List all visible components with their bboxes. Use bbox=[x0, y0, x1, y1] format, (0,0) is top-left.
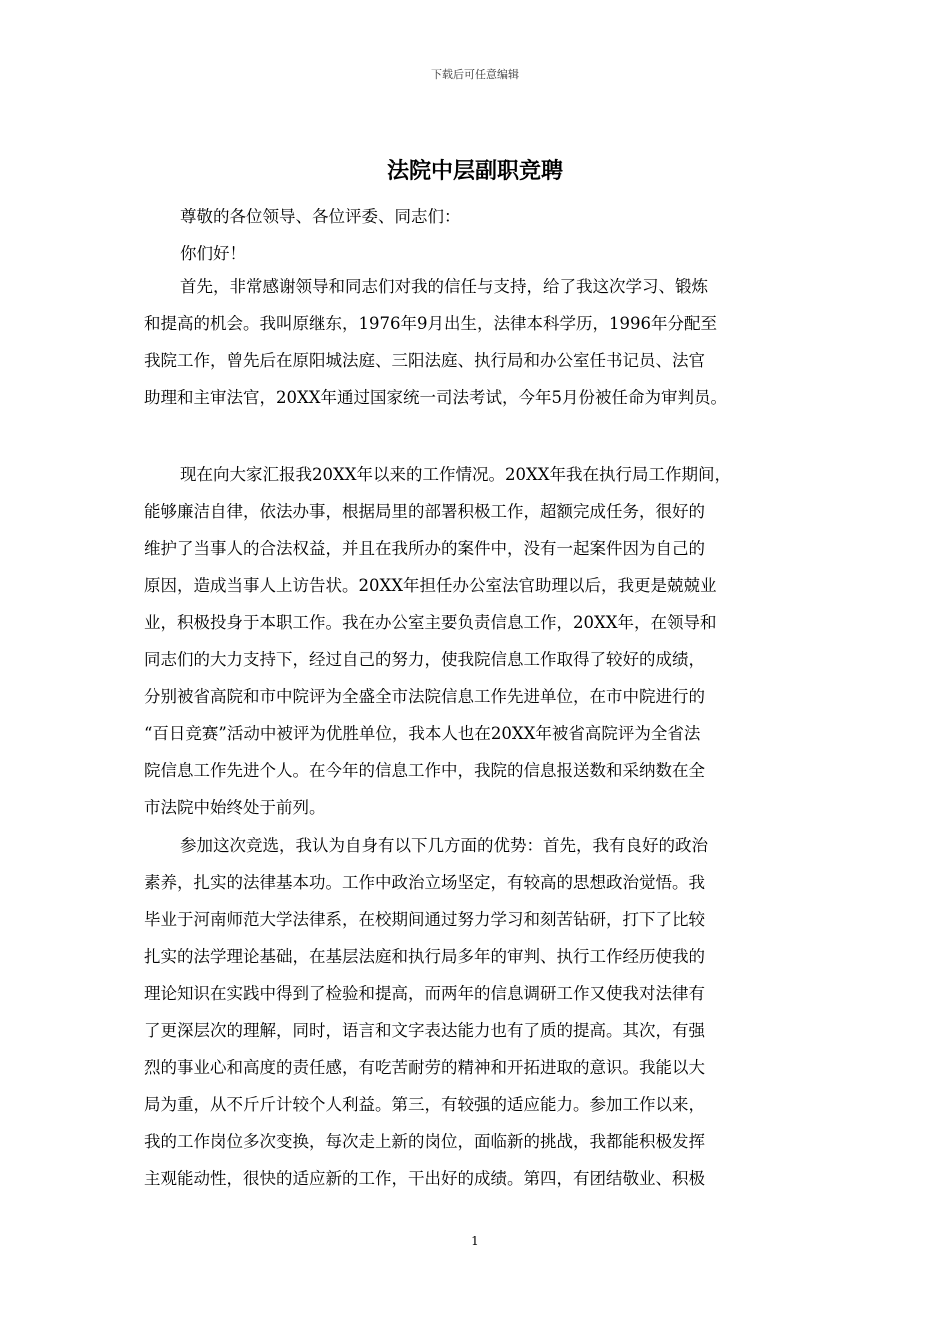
paragraph-line: 同志们的大力支持下，经过自己的努力，使我院信息工作取得了较好的成绩， bbox=[144, 650, 705, 669]
paragraph-line: 局为重，从不斤斤计较个人利益。第三，有较强的适应能力。参加工作以来， bbox=[144, 1095, 705, 1114]
paragraph-line: 理论知识在实践中得到了检验和提高，而两年的信息调研工作又使我对法律有 bbox=[144, 984, 705, 1003]
document-title: 法院中层副职竞聘 bbox=[386, 158, 563, 184]
paragraph-line: “百日竞赛”活动中被评为优胜单位，我本人也在20XX年被省高院评为全省法 bbox=[144, 724, 701, 743]
paragraph-line: 主观能动性，很快的适应新的工作，干出好的成绩。第四，有团结敬业、积极 bbox=[144, 1169, 705, 1188]
paragraph-line: 扎实的法学理论基础，在基层法庭和执行局多年的审判、执行工作经历使我的 bbox=[144, 947, 705, 966]
paragraph-line: 和提高的机会。我叫原继东，1976年9月出生，法律本科学历，1996年分配至 bbox=[144, 314, 717, 333]
salutation-block bbox=[144, 198, 809, 272]
paragraph-line: 了更深层次的理解，同时，语言和文字表达能力也有了质的提高。其次，有强 bbox=[144, 1021, 705, 1040]
paragraph-3 bbox=[144, 827, 809, 1197]
paragraph-line: 我院工作，曾先后在原阳城法庭、三阳法庭、执行局和办公室任书记员、法官 bbox=[144, 351, 705, 370]
paragraph-line: 院信息工作先进个人。在今年的信息工作中，我院的信息报送数和采纳数在全 bbox=[144, 761, 705, 780]
salutation: 尊敬的各位领导、各位评委、同志们： bbox=[180, 207, 461, 226]
paragraph-line: 能够廉洁自律，依法办事，根据局里的部署积极工作，超额完成任务，很好的 bbox=[144, 502, 705, 521]
page-number: 1 bbox=[471, 1234, 479, 1248]
paragraph-line: 助理和主审法官，20XX年通过国家统一司法考试，今年5月份被任命为审判员。 bbox=[144, 388, 727, 407]
paragraph-line: 分别被省高院和市中院评为全盛全市法院信息工作先进单位，在市中院进行的 bbox=[144, 687, 705, 706]
paragraph-line: 现在向大家汇报我20XX年以来的工作情况。20XX年我在执行局工作期间， bbox=[180, 465, 731, 484]
paragraph-line: 我的工作岗位多次变换，每次走上新的岗位，面临新的挑战，我都能积极发挥 bbox=[144, 1132, 705, 1151]
paragraph-line: 烈的事业心和高度的责任感，有吃苦耐劳的精神和开拓进取的意识。我能以大 bbox=[144, 1058, 705, 1077]
greeting: 你们好！ bbox=[180, 244, 246, 263]
paragraph-line: 维护了当事人的合法权益，并且在我所办的案件中，没有一起案件因为自己的 bbox=[144, 539, 705, 558]
paragraph-1 bbox=[144, 268, 809, 416]
paragraph-line: 毕业于河南师范大学法律系，在校期间通过努力学习和刻苦钻研，打下了比较 bbox=[144, 910, 705, 929]
paragraph-line: 原因，造成当事人上访告状。20XX年担任办公室法官助理以后，我更是兢兢业 bbox=[144, 576, 717, 595]
paragraph-line: 业，积极投身于本职工作。我在办公室主要负责信息工作，20XX年，在领导和 bbox=[144, 613, 717, 632]
paragraph-line: 市法院中始终处于前列。 bbox=[144, 798, 326, 817]
paragraph-line: 首先，非常感谢领导和同志们对我的信任与支持，给了我这次学习、锻炼 bbox=[180, 277, 708, 296]
paragraph-line: 素养，扎实的法律基本功。工作中政治立场坚定，有较高的思想政治觉悟。我 bbox=[144, 873, 705, 892]
paragraph-line: 参加这次竞选，我认为自身有以下几方面的优势：首先，我有良好的政治 bbox=[180, 836, 708, 855]
header-note: 下载后可任意编辑 bbox=[431, 68, 519, 81]
paragraph-2 bbox=[144, 456, 809, 826]
